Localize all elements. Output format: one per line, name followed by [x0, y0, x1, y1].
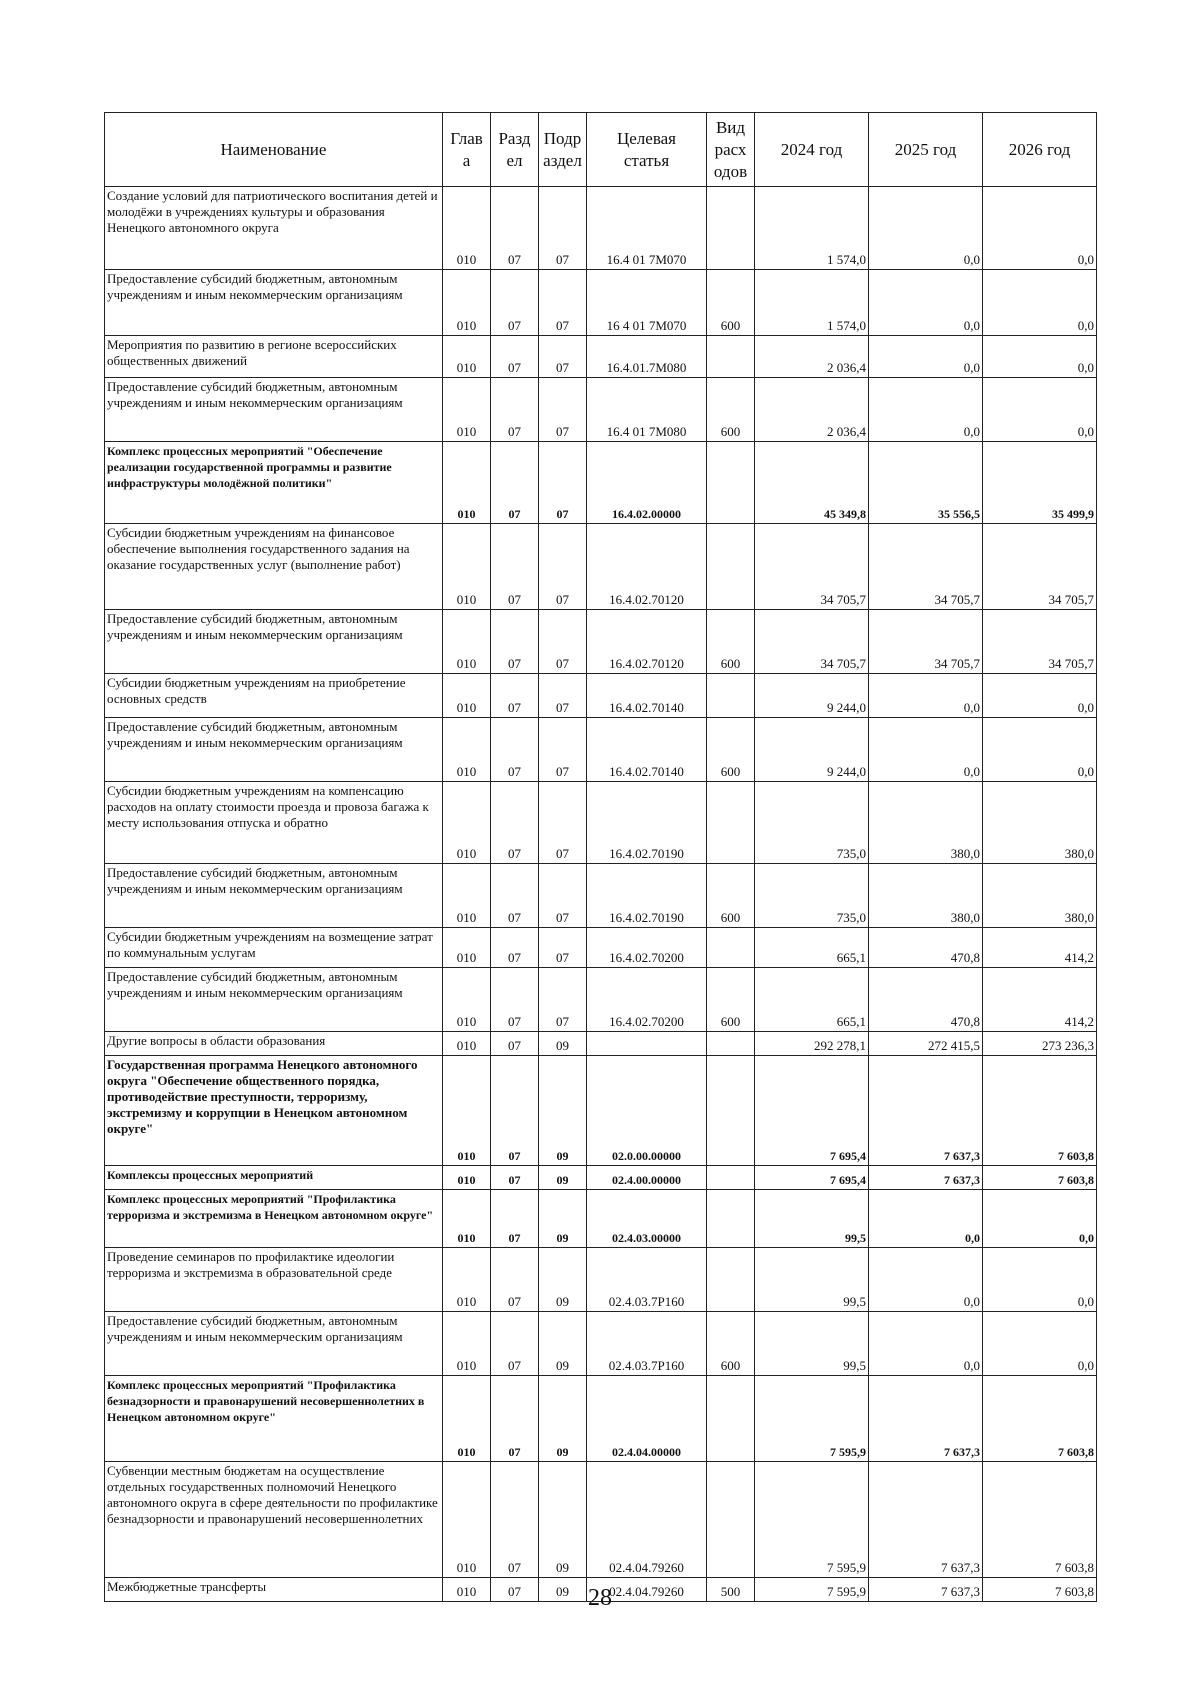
row-target-article: 16.4.02.70190 — [587, 864, 707, 928]
row-amount-2026: 35 499,9 — [983, 442, 1097, 524]
row-glava: 010 — [443, 1166, 491, 1190]
row-target-article: 16.4.02.70200 — [587, 928, 707, 968]
row-target-article: 02.0.00.00000 — [587, 1056, 707, 1166]
row-razdel: 07 — [491, 270, 539, 336]
row-amount-2025: 7 637,3 — [869, 1462, 983, 1578]
row-glava: 010 — [443, 378, 491, 442]
table-row — [105, 1376, 1097, 1462]
row-podrazdel: 07 — [539, 928, 587, 968]
header-name: Наименование — [105, 113, 443, 187]
row-expense-type: 600 — [707, 864, 755, 928]
row-razdel: 07 — [491, 1248, 539, 1312]
row-amount-2024: 99,5 — [755, 1190, 869, 1248]
row-name: Предоставление субсидий бюджетным, автономным учреждениям и иным некоммерческим организациям — [105, 610, 443, 674]
row-amount-2025: 35 556,5 — [869, 442, 983, 524]
table-row — [105, 718, 1097, 782]
row-amount-2026: 7 603,8 — [983, 1578, 1097, 1602]
header-razdel: Разд ел — [491, 113, 539, 187]
header-glava: Глав а — [443, 113, 491, 187]
row-amount-2024: 7 595,9 — [755, 1376, 869, 1462]
row-name: Субвенции местным бюджетам на осуществление отдельных государственных полномочий Ненецкого автономного округа в сфере деятельности по профилактике безнадзорности и правонарушений несовершеннолетних — [105, 1462, 443, 1578]
row-razdel: 07 — [491, 1376, 539, 1462]
row-podrazdel: 09 — [539, 1056, 587, 1166]
row-expense-type — [707, 1056, 755, 1166]
row-podrazdel: 07 — [539, 442, 587, 524]
table-row — [105, 968, 1097, 1032]
row-amount-2024: 1 574,0 — [755, 270, 869, 336]
header-2025: 2025 год — [869, 113, 983, 187]
row-razdel: 07 — [491, 1462, 539, 1578]
row-name: Предоставление субсидий бюджетным, автономным учреждениям и иным некоммерческим организациям — [105, 718, 443, 782]
row-amount-2026: 0,0 — [983, 718, 1097, 782]
row-amount-2025: 0,0 — [869, 187, 983, 270]
row-amount-2025: 380,0 — [869, 864, 983, 928]
row-name: Предоставление субсидий бюджетным, автономным учреждениям и иным некоммерческим организациям — [105, 1312, 443, 1376]
table-row — [105, 270, 1097, 336]
table-row — [105, 782, 1097, 864]
row-expense-type — [707, 524, 755, 610]
row-razdel: 07 — [491, 378, 539, 442]
row-amount-2026: 273 236,3 — [983, 1032, 1097, 1056]
row-podrazdel: 07 — [539, 968, 587, 1032]
row-expense-type — [707, 782, 755, 864]
row-podrazdel: 09 — [539, 1190, 587, 1248]
row-target-article: 16.4.02.70120 — [587, 524, 707, 610]
table-row — [105, 378, 1097, 442]
row-amount-2026: 0,0 — [983, 336, 1097, 378]
row-podrazdel: 07 — [539, 718, 587, 782]
row-expense-type: 600 — [707, 968, 755, 1032]
row-expense-type — [707, 1376, 755, 1462]
row-name: Комплекс процессных мероприятий "Профилактика безнадзорности и правонарушений несовершеннолетних в Ненецком автономном округе" — [105, 1376, 443, 1462]
row-amount-2024: 34 705,7 — [755, 610, 869, 674]
row-amount-2025: 272 415,5 — [869, 1032, 983, 1056]
row-podrazdel: 09 — [539, 1166, 587, 1190]
row-podrazdel: 07 — [539, 864, 587, 928]
row-expense-type: 600 — [707, 378, 755, 442]
row-name: Предоставление субсидий бюджетным, автономным учреждениям и иным некоммерческим организациям — [105, 864, 443, 928]
row-amount-2024: 735,0 — [755, 864, 869, 928]
row-razdel: 07 — [491, 610, 539, 674]
row-amount-2024: 99,5 — [755, 1248, 869, 1312]
row-target-article — [587, 1032, 707, 1056]
row-razdel: 07 — [491, 1578, 539, 1602]
table-row — [105, 610, 1097, 674]
row-amount-2024: 665,1 — [755, 968, 869, 1032]
row-amount-2025: 7 637,3 — [869, 1056, 983, 1166]
row-expense-type — [707, 674, 755, 718]
row-amount-2025: 0,0 — [869, 1190, 983, 1248]
row-target-article: 02.4.04.79260 — [587, 1462, 707, 1578]
row-target-article: 16.4 01 7М070 — [587, 187, 707, 270]
row-target-article: 16 4 01 7М070 — [587, 270, 707, 336]
row-glava: 010 — [443, 1312, 491, 1376]
table-row — [105, 1462, 1097, 1578]
table-row — [105, 674, 1097, 718]
row-podrazdel: 09 — [539, 1248, 587, 1312]
row-amount-2026: 34 705,7 — [983, 524, 1097, 610]
row-expense-type — [707, 1248, 755, 1312]
row-expense-type: 600 — [707, 1312, 755, 1376]
row-amount-2026: 414,2 — [983, 928, 1097, 968]
row-glava: 010 — [443, 864, 491, 928]
row-podrazdel: 07 — [539, 782, 587, 864]
row-target-article: 16.4.02.70120 — [587, 610, 707, 674]
row-glava: 010 — [443, 928, 491, 968]
row-razdel: 07 — [491, 968, 539, 1032]
row-amount-2026: 0,0 — [983, 270, 1097, 336]
row-glava: 010 — [443, 1248, 491, 1312]
row-name: Другие вопросы в области образования — [105, 1032, 443, 1056]
row-glava: 010 — [443, 1032, 491, 1056]
row-amount-2026: 7 603,8 — [983, 1376, 1097, 1462]
row-amount-2025: 7 637,3 — [869, 1376, 983, 1462]
row-target-article: 02.4.00.00000 — [587, 1166, 707, 1190]
row-name: Проведение семинаров по профилактике идеологии терроризма и экстремизма в образовательной среде — [105, 1248, 443, 1312]
row-name: Комплексы процессных мероприятий — [105, 1166, 443, 1190]
row-target-article: 16.4.02.70190 — [587, 782, 707, 864]
row-amount-2026: 7 603,8 — [983, 1166, 1097, 1190]
row-glava: 010 — [443, 674, 491, 718]
row-amount-2024: 292 278,1 — [755, 1032, 869, 1056]
row-razdel: 07 — [491, 336, 539, 378]
row-amount-2024: 735,0 — [755, 782, 869, 864]
row-glava: 010 — [443, 782, 491, 864]
row-podrazdel: 09 — [539, 1578, 587, 1602]
row-amount-2025: 470,8 — [869, 968, 983, 1032]
row-amount-2025: 34 705,7 — [869, 610, 983, 674]
row-amount-2026: 7 603,8 — [983, 1056, 1097, 1166]
row-amount-2024: 7 695,4 — [755, 1166, 869, 1190]
row-target-article: 16.4.02.70140 — [587, 674, 707, 718]
table-row — [105, 1190, 1097, 1248]
row-amount-2025: 7 637,3 — [869, 1578, 983, 1602]
row-amount-2026: 34 705,7 — [983, 610, 1097, 674]
row-razdel: 07 — [491, 718, 539, 782]
row-amount-2025: 0,0 — [869, 718, 983, 782]
row-amount-2024: 99,5 — [755, 1312, 869, 1376]
row-amount-2024: 9 244,0 — [755, 718, 869, 782]
row-glava: 010 — [443, 187, 491, 270]
row-amount-2025: 7 637,3 — [869, 1166, 983, 1190]
row-name: Предоставление субсидий бюджетным, автономным учреждениям и иным некоммерческим организациям — [105, 378, 443, 442]
row-target-article: 16.4.02.70200 — [587, 968, 707, 1032]
row-amount-2026: 0,0 — [983, 1248, 1097, 1312]
row-expense-type: 600 — [707, 270, 755, 336]
row-glava: 010 — [443, 1578, 491, 1602]
row-razdel: 07 — [491, 928, 539, 968]
row-glava: 010 — [443, 1462, 491, 1578]
row-razdel: 07 — [491, 1032, 539, 1056]
row-expense-type — [707, 1166, 755, 1190]
row-glava: 010 — [443, 336, 491, 378]
row-amount-2026: 380,0 — [983, 782, 1097, 864]
row-amount-2025: 0,0 — [869, 336, 983, 378]
row-target-article: 02.4.03.7Р160 — [587, 1248, 707, 1312]
row-amount-2026: 0,0 — [983, 674, 1097, 718]
row-amount-2025: 0,0 — [869, 674, 983, 718]
row-razdel: 07 — [491, 674, 539, 718]
header-row — [105, 113, 1097, 187]
row-expense-type — [707, 187, 755, 270]
row-expense-type — [707, 442, 755, 524]
row-razdel: 07 — [491, 864, 539, 928]
header-2026: 2026 год — [983, 113, 1097, 187]
table-row — [105, 864, 1097, 928]
row-name: Государственная программа Ненецкого автономного округа "Обеспечение общественного порядка, противодействие преступности, терроризму, экстремизму и коррупции в Ненецком автономном округе" — [105, 1056, 443, 1166]
row-amount-2024: 1 574,0 — [755, 187, 869, 270]
row-podrazdel: 09 — [539, 1312, 587, 1376]
table-row — [105, 928, 1097, 968]
table-row — [105, 1166, 1097, 1190]
row-expense-type — [707, 1032, 755, 1056]
row-amount-2026: 7 603,8 — [983, 1462, 1097, 1578]
row-amount-2025: 34 705,7 — [869, 524, 983, 610]
row-glava: 010 — [443, 968, 491, 1032]
row-expense-type: 500 — [707, 1578, 755, 1602]
header-podrazdel: Подр аздел — [539, 113, 587, 187]
row-amount-2025: 0,0 — [869, 270, 983, 336]
row-name: Межбюджетные трансферты — [105, 1578, 443, 1602]
row-name: Субсидии бюджетным учреждениям на возмещение затрат по коммунальным услугам — [105, 928, 443, 968]
row-name: Предоставление субсидий бюджетным, автономным учреждениям и иным некоммерческим организациям — [105, 270, 443, 336]
row-target-article: 02.4.04.79260 — [587, 1578, 707, 1602]
row-razdel: 07 — [491, 782, 539, 864]
row-razdel: 07 — [491, 524, 539, 610]
row-glava: 010 — [443, 270, 491, 336]
table-body — [105, 187, 1097, 1602]
row-amount-2025: 0,0 — [869, 1312, 983, 1376]
table-row — [105, 336, 1097, 378]
row-podrazdel: 07 — [539, 674, 587, 718]
header-expense-type: Вид расх одов — [707, 113, 755, 187]
row-expense-type — [707, 336, 755, 378]
row-amount-2026: 414,2 — [983, 968, 1097, 1032]
row-glava: 010 — [443, 524, 491, 610]
row-amount-2026: 0,0 — [983, 187, 1097, 270]
row-amount-2024: 7 695,4 — [755, 1056, 869, 1166]
row-amount-2024: 7 595,9 — [755, 1462, 869, 1578]
header-2024: 2024 год — [755, 113, 869, 187]
row-name: Комплекс процессных мероприятий "Обеспечение реализации государственной программы и развитие инфраструктуры молодёжной политики" — [105, 442, 443, 524]
row-name: Создание условий для патриотического воспитания детей и молодёжи в учреждениях культуры и образования Ненецкого автономного округа — [105, 187, 443, 270]
row-target-article: 02.4.03.7Р160 — [587, 1312, 707, 1376]
table-row — [105, 1312, 1097, 1376]
row-glava: 010 — [443, 1190, 491, 1248]
row-expense-type — [707, 1462, 755, 1578]
row-amount-2026: 0,0 — [983, 1312, 1097, 1376]
row-podrazdel: 09 — [539, 1376, 587, 1462]
row-expense-type: 600 — [707, 718, 755, 782]
page-number: 28 — [588, 1585, 612, 1611]
row-amount-2026: 380,0 — [983, 864, 1097, 928]
row-razdel: 07 — [491, 187, 539, 270]
row-name: Субсидии бюджетным учреждениям на компенсацию расходов на оплату стоимости проезда и провоза багажа к месту использования отпуска и обратно — [105, 782, 443, 864]
row-glava: 010 — [443, 442, 491, 524]
row-target-article: 16.4.02.70140 — [587, 718, 707, 782]
table-row — [105, 1056, 1097, 1166]
table-row — [105, 187, 1097, 270]
row-podrazdel: 09 — [539, 1462, 587, 1578]
row-name: Субсидии бюджетным учреждениям на финансовое обеспечение выполнения государственного задания на оказание государственных услуг (выполнение работ) — [105, 524, 443, 610]
row-podrazdel: 07 — [539, 336, 587, 378]
row-podrazdel: 07 — [539, 378, 587, 442]
table-row — [105, 1032, 1097, 1056]
row-name: Предоставление субсидий бюджетным, автономным учреждениям и иным некоммерческим организациям — [105, 968, 443, 1032]
row-podrazdel: 07 — [539, 610, 587, 674]
row-amount-2025: 380,0 — [869, 782, 983, 864]
header-target-article: Целевая статья — [587, 113, 707, 187]
row-glava: 010 — [443, 610, 491, 674]
row-glava: 010 — [443, 718, 491, 782]
row-razdel: 07 — [491, 1056, 539, 1166]
row-amount-2024: 34 705,7 — [755, 524, 869, 610]
row-expense-type — [707, 928, 755, 968]
row-target-article: 02.4.03.00000 — [587, 1190, 707, 1248]
row-target-article: 16.4.01.7М080 — [587, 336, 707, 378]
row-amount-2024: 665,1 — [755, 928, 869, 968]
row-razdel: 07 — [491, 442, 539, 524]
row-amount-2024: 2 036,4 — [755, 378, 869, 442]
row-amount-2024: 7 595,9 — [755, 1578, 869, 1602]
row-name: Комплекс процессных мероприятий "Профилактика терроризма и экстремизма в Ненецком автономном округе" — [105, 1190, 443, 1248]
table-row — [105, 524, 1097, 610]
budget-table — [104, 112, 1097, 1602]
row-amount-2025: 470,8 — [869, 928, 983, 968]
row-podrazdel: 07 — [539, 524, 587, 610]
row-razdel: 07 — [491, 1312, 539, 1376]
row-podrazdel: 09 — [539, 1032, 587, 1056]
row-razdel: 07 — [491, 1166, 539, 1190]
row-glava: 010 — [443, 1056, 491, 1166]
row-name: Субсидии бюджетным учреждениям на приобретение основных средств — [105, 674, 443, 718]
row-razdel: 07 — [491, 1190, 539, 1248]
row-amount-2024: 45 349,8 — [755, 442, 869, 524]
row-podrazdel: 07 — [539, 270, 587, 336]
table-row — [105, 442, 1097, 524]
row-target-article: 16.4 01 7М080 — [587, 378, 707, 442]
row-expense-type: 600 — [707, 610, 755, 674]
row-amount-2026: 0,0 — [983, 378, 1097, 442]
row-glava: 010 — [443, 1376, 491, 1462]
row-podrazdel: 07 — [539, 187, 587, 270]
row-target-article: 02.4.04.00000 — [587, 1376, 707, 1462]
row-expense-type — [707, 1190, 755, 1248]
row-target-article: 16.4.02.00000 — [587, 442, 707, 524]
row-amount-2024: 2 036,4 — [755, 336, 869, 378]
row-amount-2025: 0,0 — [869, 378, 983, 442]
table-row — [105, 1248, 1097, 1312]
row-amount-2026: 0,0 — [983, 1190, 1097, 1248]
row-amount-2024: 9 244,0 — [755, 674, 869, 718]
row-amount-2025: 0,0 — [869, 1248, 983, 1312]
row-name: Мероприятия по развитию в регионе всероссийских общественных движений — [105, 336, 443, 378]
